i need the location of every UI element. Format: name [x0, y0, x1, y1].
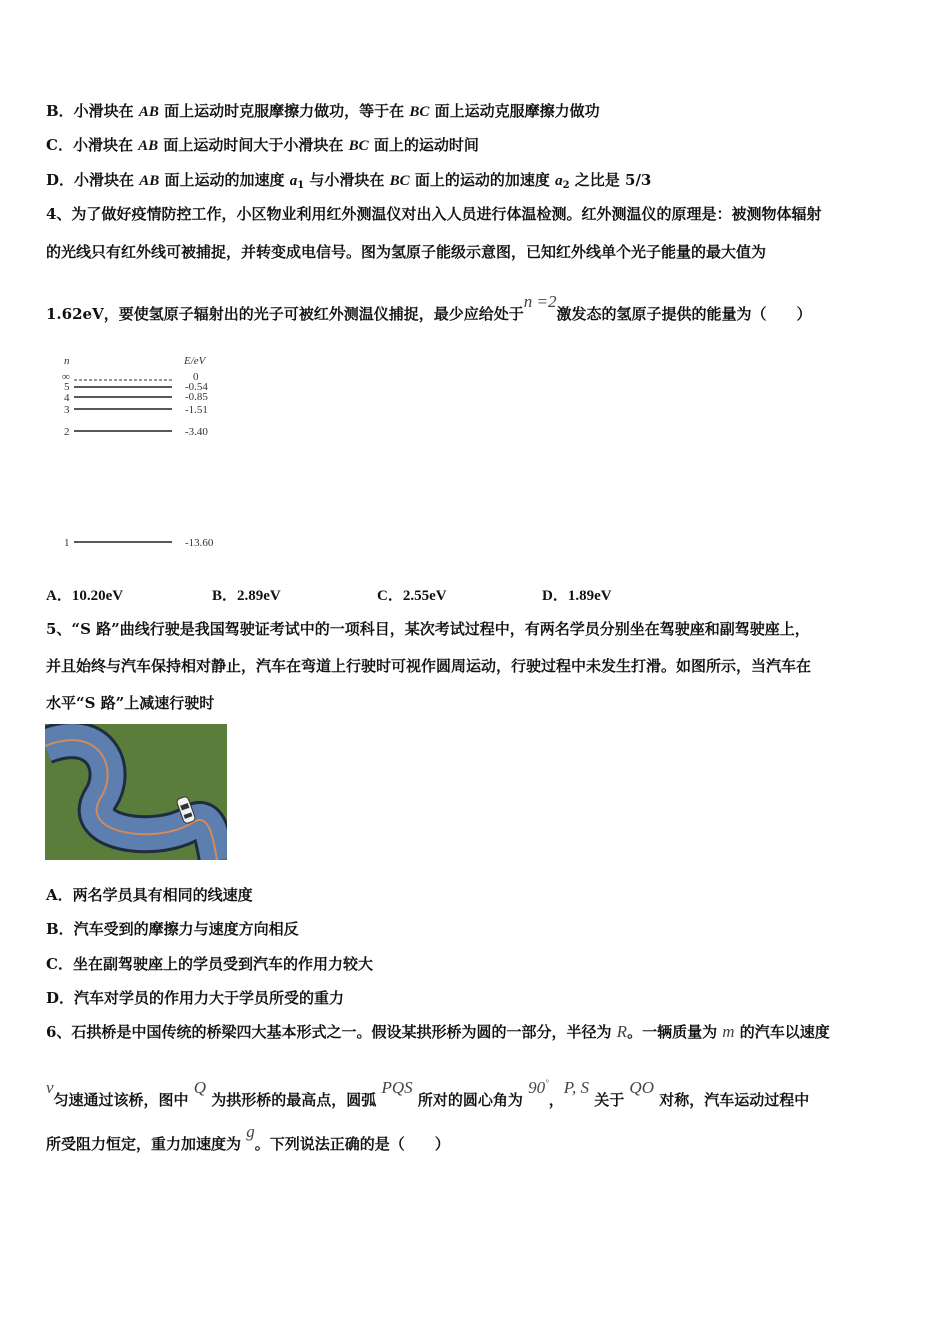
q4-stem-line-3: 1.62eV，要使氢原子辐射出的光子可被红外测温仪捕捉，最少应给处于n =2激发态的氢原子提供的能量为（ ） [46, 292, 812, 323]
q5-stem-line-3: 水平“S 路”上减速行驶时 [46, 694, 215, 712]
math-m: m [722, 1022, 735, 1041]
math-PQS: PQS [381, 1078, 413, 1097]
level-n-3: 3 [64, 404, 70, 416]
level-e-inf: 0 [193, 371, 199, 383]
level-n-5: 5 [64, 381, 70, 393]
level-e-3: -1.51 [185, 404, 208, 416]
q5-option-c: C．坐在副驾驶座上的学员受到汽车的作用力较大 [46, 955, 373, 973]
math-P-S: P, S [563, 1078, 589, 1097]
level-n-4: 4 [64, 392, 70, 404]
q4-stem-line-2: 的光线只有红外线可被捕捉，并转变成电信号。图为氢原子能级示意图，已知红外线单个光子能量的最大值为 [46, 243, 767, 261]
math-v: v [46, 1078, 54, 1097]
q5-stem-line-2: 并且始终与汽车保持相对静止，汽车在弯道上行驶时可视作圆周运动，行驶过程中未发生打滑。如图所示，当汽车在 [46, 657, 812, 675]
q6-stem-line-3: 所受阻力恒定，重力加速度为 g。下列说法正确的是（ ） [46, 1122, 450, 1153]
level-e-1: -13.60 [185, 537, 214, 549]
level-n-2: 2 [64, 426, 70, 438]
n-axis-label: n [64, 355, 70, 367]
q3-option-b: B．小滑块在 AB 面上运动时克服摩擦力做功，等于在 BC 面上运动克服摩擦力做功 [46, 102, 600, 120]
math-Q: Q [193, 1078, 207, 1097]
q4-option-a: A．10.20eV [46, 588, 124, 604]
level-n-inf: ∞ [62, 371, 70, 383]
q5-option-d: D．汽车对学员的作用力大于学员所受的重力 [46, 989, 345, 1007]
math-90-degrees: 90° [528, 1078, 549, 1097]
s-road-figure [45, 724, 227, 860]
math-QO: QO [629, 1078, 654, 1097]
math-n-equals-2: n =2 [523, 292, 557, 311]
hydrogen-energy-level-diagram [56, 352, 256, 557]
level-e-4-value: -0.85 [185, 391, 208, 403]
q5-option-a: A．两名学员具有相同的线速度 [46, 886, 253, 904]
q5-stem-line-1: 5、“S 路”曲线行驶是我国驾驶证考试中的一项科目，某次考试过程中，有两名学员分别坐在驾驶座和副驾驶座上， [46, 620, 810, 638]
level-e-5: -0.54 [185, 381, 208, 393]
q5-option-b: B．汽车受到的摩擦力与速度方向相反 [46, 920, 299, 938]
q4-option-c: C．2.55eV [377, 588, 447, 604]
q4-option-d: D．1.89eV [542, 588, 612, 604]
q3-option-c: C．小滑块在 AB 面上运动时间大于小滑块在 BC 面上的运动时间 [46, 136, 479, 154]
level-e-2: -3.40 [185, 426, 208, 438]
energy-axis-label: E/eV [184, 355, 206, 367]
q4-option-b: B．2.89eV [212, 588, 281, 604]
level-n-1: 1 [64, 537, 70, 549]
math-g: g [246, 1122, 255, 1141]
q3-option-d: D．小滑块在 AB 面上运动的加速度 $a_1$ 与小滑块在 BC 面上的运动的加速度 $a_2$ 之比是 5/3 [46, 171, 652, 191]
q6-stem-line-1: 6、石拱桥是中国传统的桥梁四大基本形式之一。假设某拱形桥为圆的一部分，半径为 R。一辆质量为 m 的汽车以速度 [46, 1022, 830, 1041]
math-R: R [616, 1022, 628, 1041]
q6-stem-line-2: v匀速通过该桥，图中 Q 为拱形桥的最高点，圆弧 PQS 所对的圆心角为 90°，P, S 关于 QO 对称，汽车运动过程中 [46, 1078, 810, 1109]
q4-stem-line-1: 4、为了做好疫情防控工作，小区物业利用红外测温仪对出入人员进行体温检测。红外测温仪的原理是：被测物体辐射 [46, 205, 822, 223]
